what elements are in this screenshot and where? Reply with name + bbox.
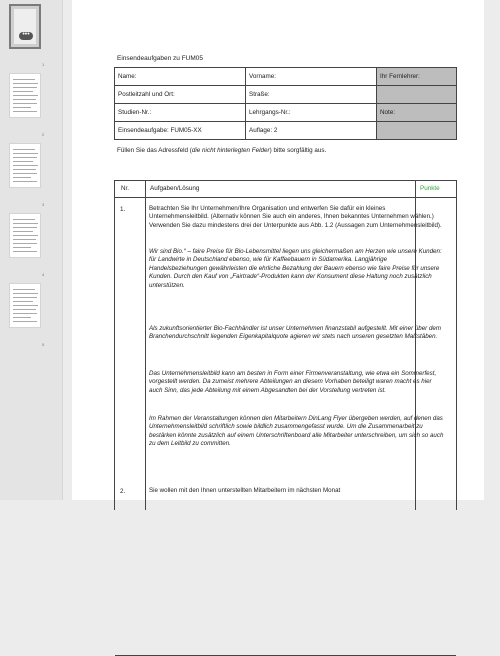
document-title: Einsendeaufgaben zu FUM05 [117, 55, 204, 62]
grey-cell [377, 86, 457, 104]
note-field: Note: [377, 104, 457, 122]
page-thumbnail-5[interactable] [9, 283, 41, 328]
task-number: 1. [120, 206, 126, 213]
strasse-field[interactable]: Straße: [246, 86, 377, 104]
grey-cell [377, 122, 457, 140]
page-number-2: 2 [42, 132, 45, 137]
column-header-task: Aufgaben/Lösung [150, 185, 200, 192]
column-header-points: Punkte [420, 185, 440, 192]
answer-paragraph[interactable]: Im Rahmen der Veranstaltungen können den Mitarbeitern DinLang Flyer übergeben werden, auf denen das Unternehmensleitbild schriftlich sowie bildlich zusammengefasst wurde. Um die Zusammenarbeit zu bestärken könnte zusätzlich auf einem Unterschriftenboard alle Mitarbeiter unterschreiben, um sich so auch zu dem Leitbild zu committen. [149, 415, 444, 448]
answer-paragraph[interactable]: Wir sind Bio.“ – faire Preise für Bio-Lebensmittel liegen uns gleichermaßen am Herzen wie unsere Kunden: für Landwirte in Deutschland ebenso, wie für Kaffeebauern in Südamerika. Langjährige Handelsbeziehungen gewährleisten die ehrliche Bezahlung der Bauern ebenso wie faire Preise für unsere Kunden. Durch den Kauf von „Fairtrade“-Produkten kann der Konsument diese Haltung noch zusätzlich unterstützen. [149, 248, 442, 289]
page-number-5: 5 [42, 342, 45, 347]
auflage-field: Auflage: 2 [246, 122, 377, 140]
page-thumbnail-4[interactable] [9, 213, 41, 258]
einsendeaufgabe-field: Einsendeaufgabe: FUM05-XX [115, 122, 246, 140]
page-number-1: 1 [42, 62, 45, 67]
task-question: Betrachten Sie Ihr Unternehmen/Ihre Organisation und entwerfen Sie dafür ein kleines Unternehmensleitbild. (Alternativ können Sie auch ein anderes, Ihnen bekanntes Unternehmen wählen.) Verwenden Sie dazu mindestens drei der Unterpunkte aus Abb. 1.2 (Aussagen zum Unternehmensleitbild). [149, 205, 442, 229]
page-number-3: 3 [42, 202, 45, 207]
answer-paragraph[interactable]: Das Unternehmensleitbild kann am besten in Form einer Firmenveranstaltung, wie etwa ein Sommerfest, vorgestellt werden. Da zumeist mehrere Abteilungen an diesem Vorhaben beteiligt waren macht es hier auch Sinn, das jede Abteilung mit einem Abgesandten bei der Vorstellung vertreten ist. [149, 370, 437, 394]
answer-paragraph[interactable]: Als zukunftsorientierter Bio-Fachhändler ist unser Unternehmen finanzstabil aufgestellt. Mit einer über dem Branchendurchschnitt liegenden Eigenkapitalquote agieren wir stets nach unseren gesetzten Maßstäben. [149, 325, 441, 341]
vorname-field[interactable]: Vorname: [246, 68, 377, 86]
page-thumbnail-2[interactable] [9, 73, 41, 118]
column-header-nr: Nr. [121, 185, 130, 192]
task-question: Sie wollen mit den Ihnen unterstellten Mitarbeitern im nächsten Monat [149, 487, 341, 494]
page-thumbnail-sidebar [0, 0, 63, 500]
address-table [114, 67, 457, 140]
lehrgangs-nr-field[interactable]: Lehrgangs-Nr.: [246, 104, 377, 122]
fill-instruction: Füllen Sie das Adressfeld (die nicht hinterlegten Felder) bitte sorgfältig aus. [117, 147, 327, 154]
fernlehrer-field: Ihr Fernlehrer: [377, 68, 457, 86]
page-number-4: 4 [42, 272, 45, 277]
name-field[interactable]: Name: [115, 68, 246, 86]
page-thumbnail-1[interactable] [9, 4, 41, 49]
more-options-icon[interactable]: ••• [19, 32, 33, 40]
page-thumbnail-3[interactable] [9, 143, 41, 188]
plz-ort-field[interactable]: Postleitzahl und Ort: [115, 86, 246, 104]
document-page [72, 0, 484, 500]
task-number: 2. [120, 488, 126, 495]
studien-nr-field[interactable]: Studien-Nr.: [115, 104, 246, 122]
